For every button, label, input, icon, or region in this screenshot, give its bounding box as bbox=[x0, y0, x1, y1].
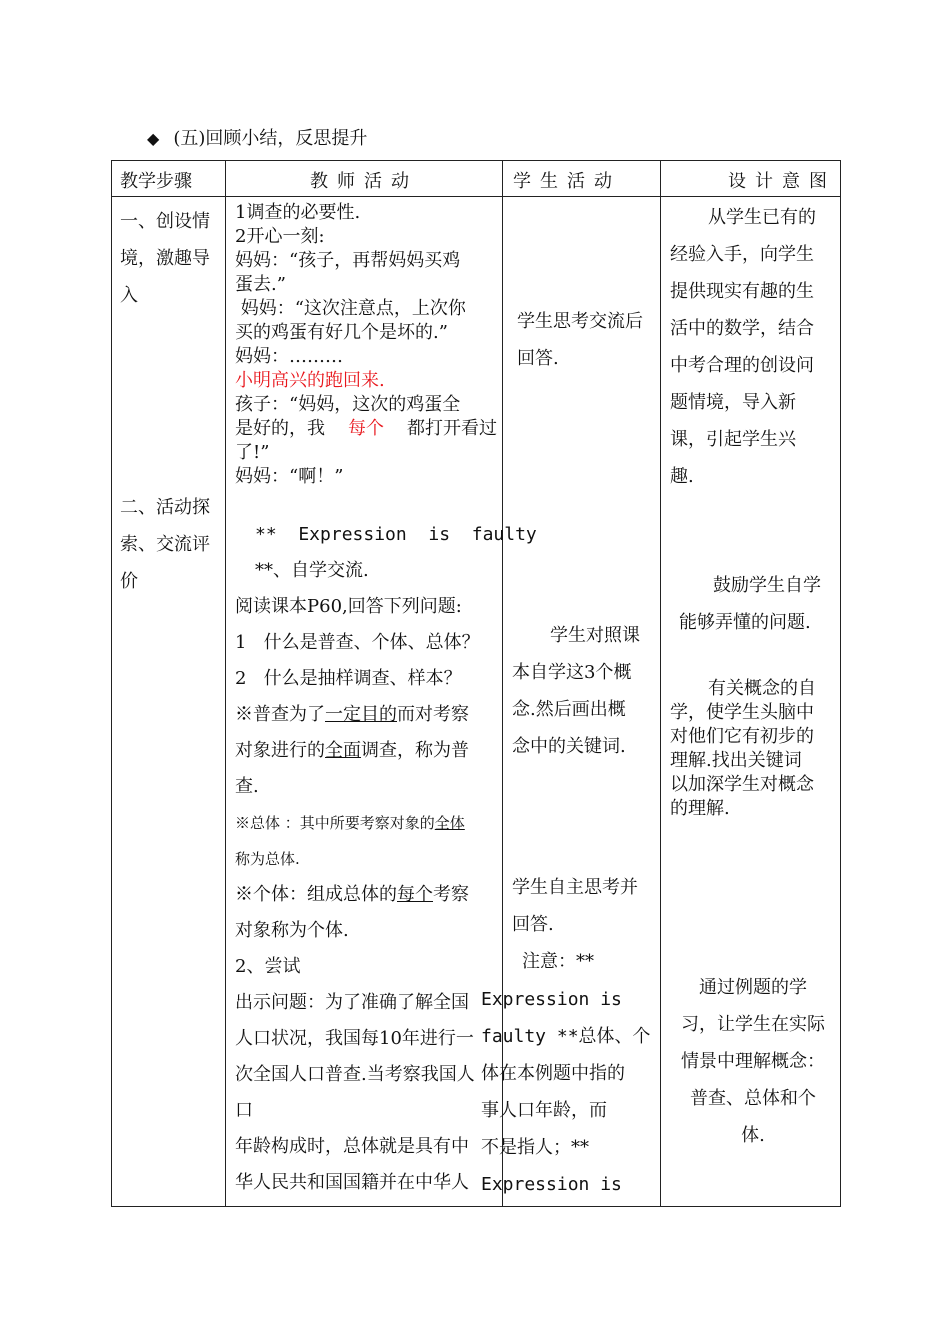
teacher-cell bbox=[226, 197, 537, 1207]
step-2: 二、活动探 索、交流评 价 bbox=[120, 497, 210, 592]
header-teacher: 教师活动 bbox=[226, 161, 503, 197]
student-cell bbox=[481, 197, 661, 1207]
highlight-text: 小明高兴的跑回来. bbox=[235, 370, 385, 391]
teacher-dialogue: 1调查的必要性. 2开心一刻: 妈妈：“孩子，再帮妈妈买鸡 蛋去.” 妈妈：“这次注意点，上次你 买的鸡蛋有好几个是坏的.” 妈妈：……… 小明高兴的跑回来. 孩子：“妈妈，这次的鸡蛋全 是好的，我 每个 都打开看过 了!” 妈妈：“啊！” bbox=[235, 202, 497, 487]
steps-cell bbox=[112, 197, 226, 1207]
student-activity-3: 学生自主思考并 回答. 注意：** bbox=[512, 877, 638, 972]
diamond-bullet-icon: ◆ bbox=[147, 129, 160, 148]
intent-1: 从学生已有的 经验入手，向学生 提供现实有趣的生 活中的数学，结合 中考合理的创设问 题情境，导入新 课，引起学生兴 趣. bbox=[670, 207, 816, 487]
body-row bbox=[112, 197, 841, 1207]
student-note-overflow: Expression is faulty **总体、个 体在本例题中指的 事人口年龄，而 不是指人；** Expression is bbox=[481, 989, 651, 1195]
intent-cell bbox=[661, 197, 841, 1207]
header-student: 学生活动 bbox=[503, 161, 661, 197]
section-title: (五)回顾小结，反思提升 bbox=[173, 128, 368, 149]
header-step: 教学步骤 bbox=[112, 161, 226, 197]
step-1: 一、创设情 境，激趣导 入 bbox=[120, 211, 210, 306]
intent-2: 鼓励学生自学 能够弄懂的问题. bbox=[679, 575, 821, 633]
student-activity-2: 学生对照课 本自学这3个概 念.然后画出概 念中的关键词. bbox=[512, 625, 640, 757]
lesson-plan-table bbox=[111, 160, 841, 1207]
header-intent: 设计意图 bbox=[661, 161, 841, 197]
section-heading bbox=[147, 124, 367, 150]
intent-3: 有关概念的自 学，使学生头脑中 对他们它有初步的 理解.找出关键词 以加深学生对概念 的理解. bbox=[670, 678, 816, 819]
header-row bbox=[112, 161, 841, 197]
teacher-study: ** Expression is faulty **、自学交流. 阅读课本P60,回答下列问题: 1 什么是普查、个体、总体？ 2 什么是抽样调查、样本？ ※普查为了一定目的而对考察 对象进行的全面调查，称为普 查. ※总体 ：其中所要考察对象的全体 称为总体. ※个体：组成总体的每个考察 对象称为个体. 2、尝试 出示问题：为了准确了解全国 人口状况，我国每10年进行一 次全国人口普查.当考察我国人 口 年龄构成时，总体就是具有中 华人民共和国国籍并在中华人 bbox=[235, 524, 537, 1193]
intent-4: 通过例题的学 习，让学生在实际 情景中理解概念： 普查、总体和个 体. bbox=[681, 977, 825, 1146]
student-activity-1: 学生思考交流后 回答. bbox=[517, 311, 643, 369]
